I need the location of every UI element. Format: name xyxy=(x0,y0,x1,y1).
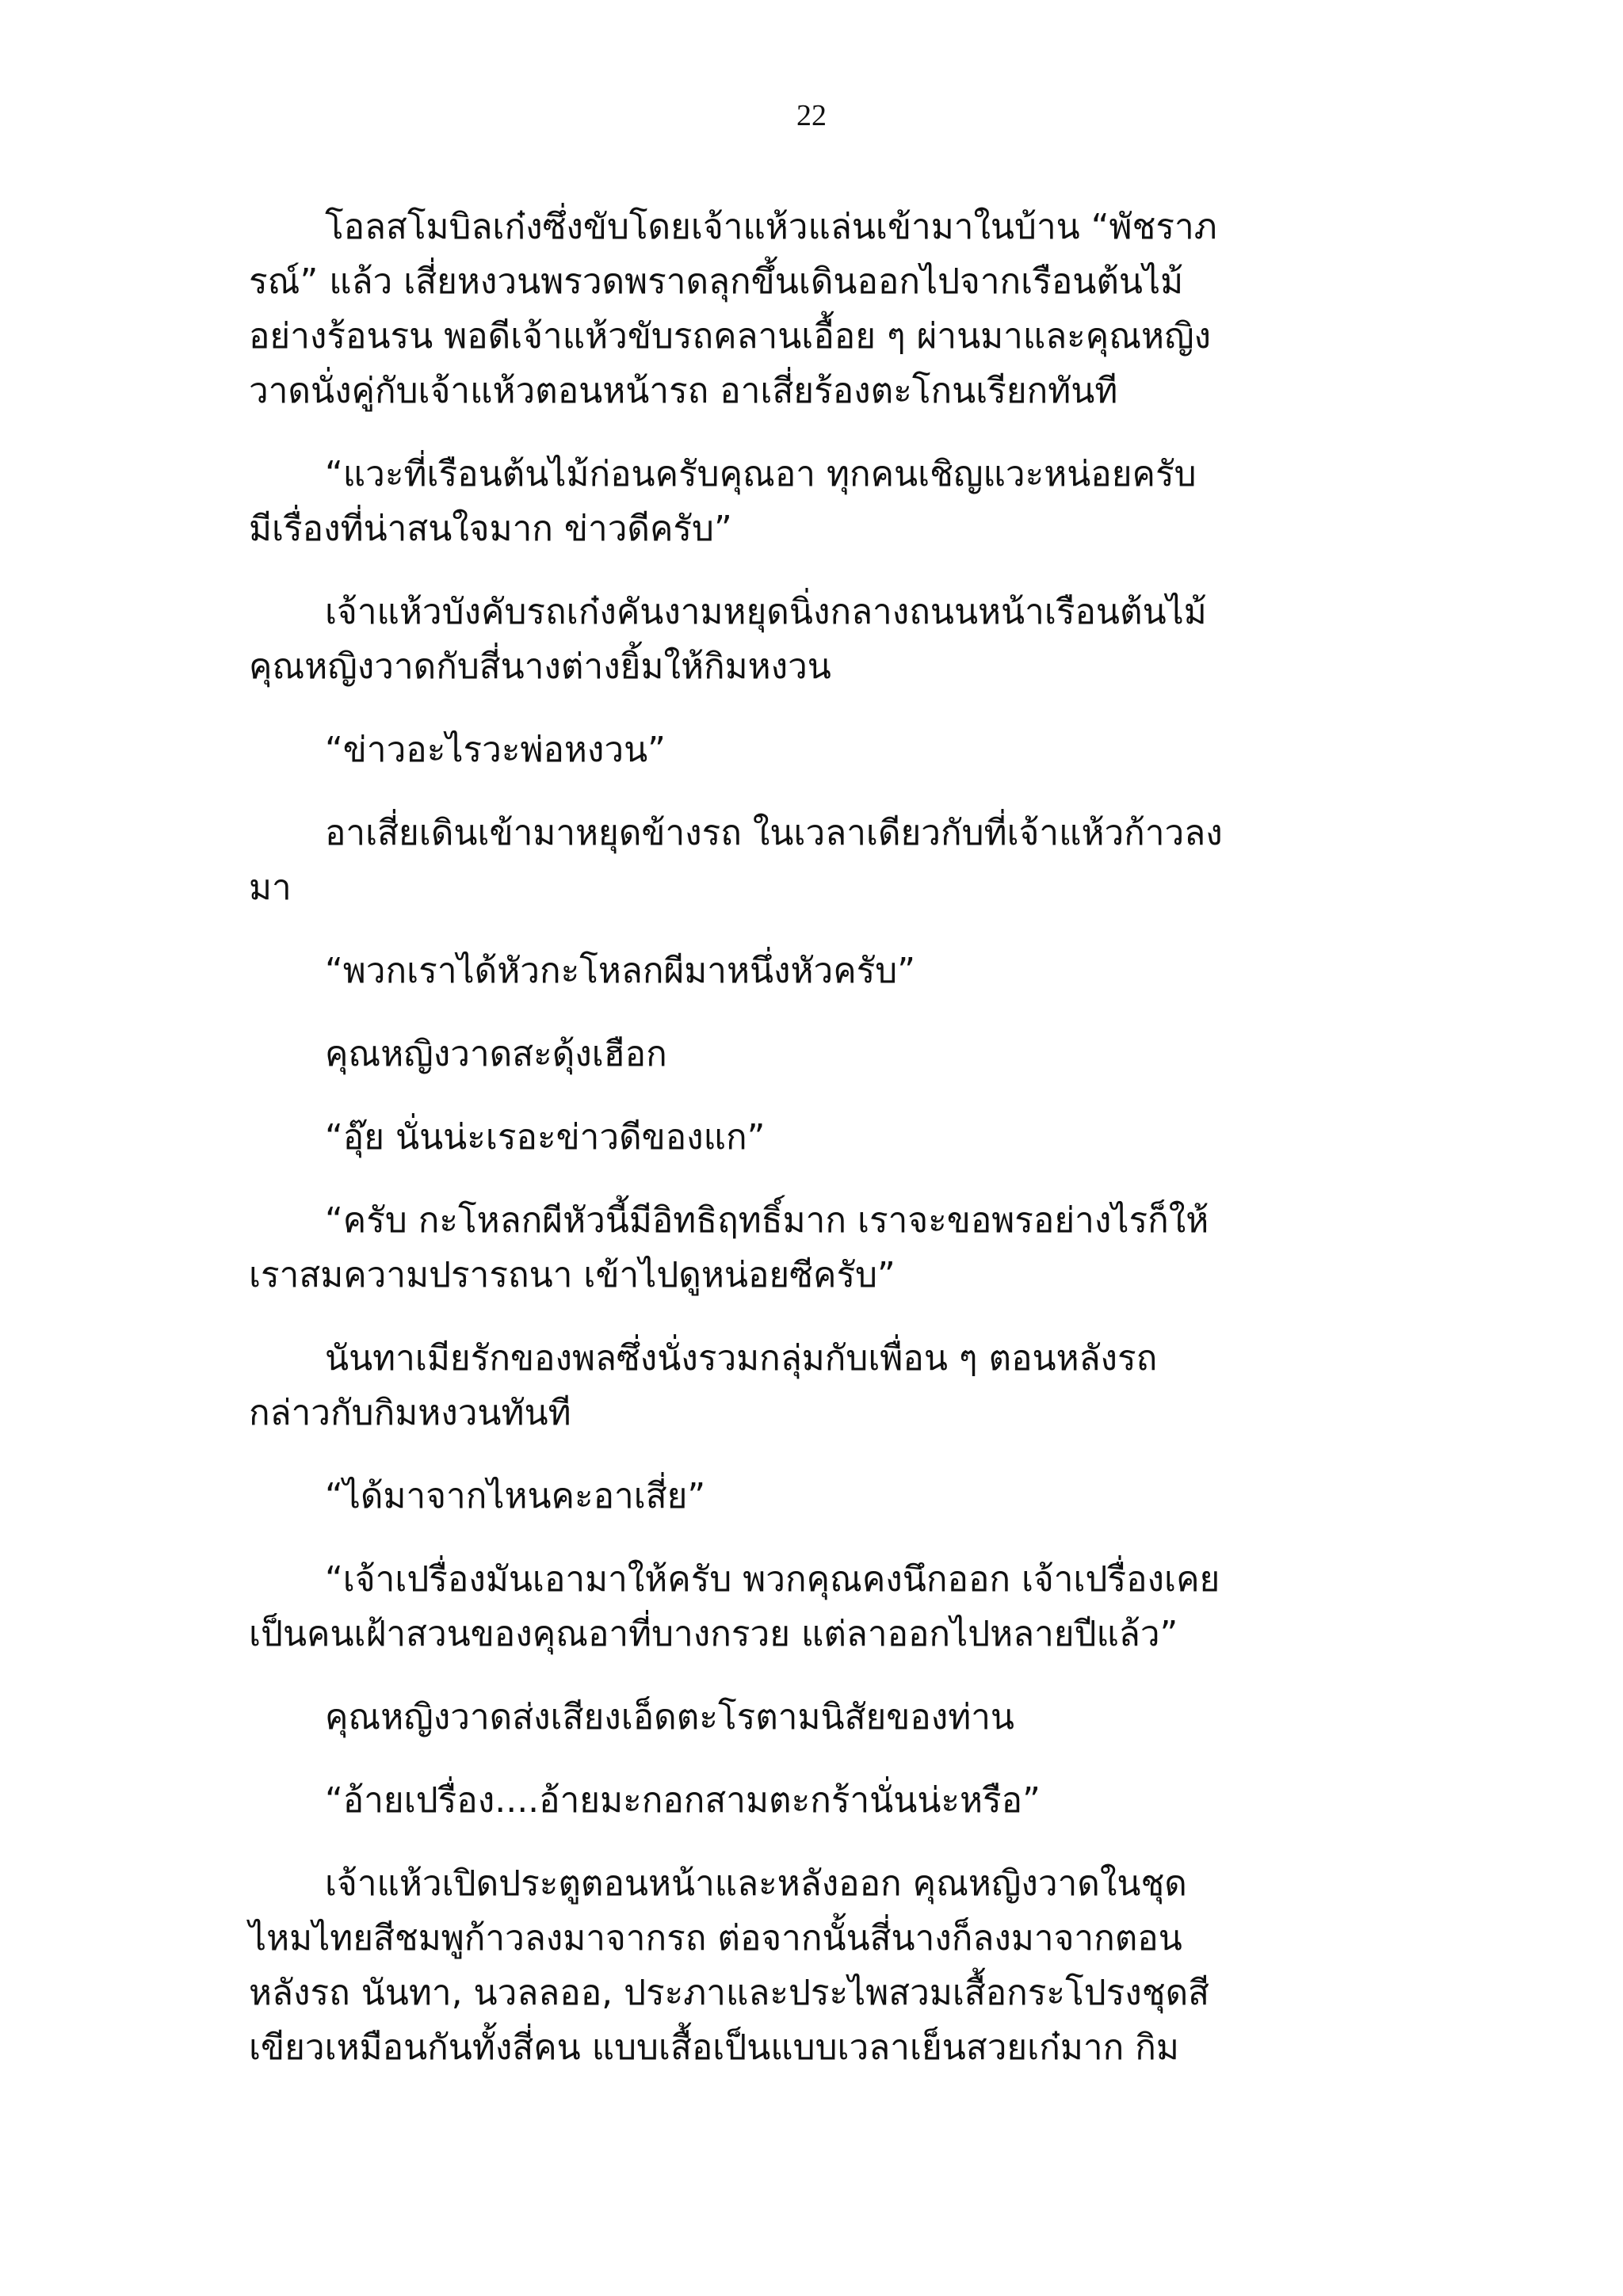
text-line: “อ้ายเปรื่อง....อ้ายมะกอกสามตะกร้านั่นน่ะหรือ” xyxy=(325,1780,1041,1821)
text-line: คุณหญิงวาดกับสี่นางต่างยิ้มให้กิมหงวน xyxy=(249,646,831,687)
text-line: คุณหญิงวาดสะดุ้งเฮือก xyxy=(325,1034,667,1074)
paragraph xyxy=(249,944,1390,998)
paragraph xyxy=(249,1027,1390,1081)
text-line: คุณหญิงวาดส่งเสียงเอ็ดตะโรตามนิสัยของท่าน xyxy=(325,1697,1015,1737)
paragraph xyxy=(249,1469,1390,1524)
paragraph xyxy=(249,1110,1390,1165)
paragraph xyxy=(249,1856,1390,2075)
text-line: มีเรื่องที่น่าสนใจมาก ข่าวดีครับ” xyxy=(249,509,732,549)
text-line: อาเสี่ยเดินเข้ามาหยุดข้างรถ ในเวลาเดียวกับที่เจ้าแห้วก้าวลง xyxy=(325,813,1223,853)
text-line: หลังรถ นันทา, นวลลออ, ประภาและประไพสวมเสื้อกระโปรงชุดสี xyxy=(249,1973,1210,2013)
text-line: เราสมความปรารถนา เข้าไปดูหน่อยซีครับ” xyxy=(249,1255,896,1295)
body-text xyxy=(249,200,1390,2103)
text-line: “แวะที่เรือนต้นไม้ก่อนครับคุณอา ทุกคนเชิญแวะหน่อยครับ xyxy=(325,454,1197,494)
paragraph xyxy=(249,806,1390,915)
text-line: เขียวเหมือนกันทั้งสี่คน แบบเสื้อเป็นแบบเวลาเย็นสวยเก๋มาก กิม xyxy=(249,2027,1179,2068)
text-line: นันทาเมียรักของพลซึ่งนั่งรวมกลุ่มกับเพื่อน ๆ ตอนหลังรถ xyxy=(325,1338,1158,1379)
paragraph xyxy=(249,447,1390,556)
text-line: “อุ๊ย นั่นน่ะเรอะข่าวดีของแก” xyxy=(325,1117,766,1158)
paragraph xyxy=(249,1552,1390,1661)
text-line: เจ้าแห้วบังคับรถเก๋งคันงามหยุดนิ่งกลางถนนหน้าเรือนต้นไม้ xyxy=(325,592,1207,632)
page-number: 22 xyxy=(796,99,827,132)
text-line: อย่างร้อนรน พอดีเจ้าแห้วขับรถคลานเอื้อย ๆ ผ่านมาและคุณหญิง xyxy=(249,316,1212,357)
paragraph xyxy=(249,1331,1390,1440)
paragraph xyxy=(249,723,1390,777)
text-line: โอลสโมบิลเก๋งซึ่งขับโดยเจ้าแห้วแล่นเข้ามาในบ้าน “พัชราภ xyxy=(325,207,1217,247)
text-line: “ครับ กะโหลกผีหัวนี้มีอิทธิฤทธิ์มาก เราจะขอพรอย่างไรก็ให้ xyxy=(325,1200,1209,1241)
paragraph xyxy=(249,200,1390,418)
text-line: วาดนั่งคู่กับเจ้าแห้วตอนหน้ารถ อาเสี่ยร้องตะโกนเรียกทันที xyxy=(249,371,1118,411)
paragraph xyxy=(249,1690,1390,1745)
text-line: รณ์” แล้ว เสี่ยหงวนพรวดพราดลุกขึ้นเดินออกไปจากเรือนต้นไม้ xyxy=(249,261,1184,302)
text-line: ไหมไทยสีชมพูก้าวลงมาจากรถ ต่อจากนั้นสี่นางก็ลงมาจากตอน xyxy=(249,1918,1182,1958)
paragraph xyxy=(249,585,1390,694)
text-line: “เจ้าเปรื่องมันเอามาให้ครับ พวกคุณคงนึกออก เจ้าเปรื่องเคย xyxy=(325,1559,1220,1600)
text-line: “ได้มาจากไหนคะอาเสี่ย” xyxy=(325,1476,706,1516)
text-line: กล่าวกับกิมหงวนทันที xyxy=(249,1393,571,1433)
text-line: มา xyxy=(249,868,292,908)
text-line: “ข่าวอะไรวะพ่อหงวน” xyxy=(325,730,666,770)
text-line: “พวกเราได้หัวกะโหลกผีมาหนึ่งหัวครับ” xyxy=(325,951,916,991)
paragraph xyxy=(249,1773,1390,1828)
paragraph xyxy=(249,1193,1390,1302)
text-line: เป็นคนเฝ้าสวนของคุณอาที่บางกรวย แต่ลาออกไปหลายปีแล้ว” xyxy=(249,1614,1178,1654)
text-line: เจ้าแห้วเปิดประตูตอนหน้าและหลังออก คุณหญิงวาดในชุด xyxy=(325,1863,1187,1904)
